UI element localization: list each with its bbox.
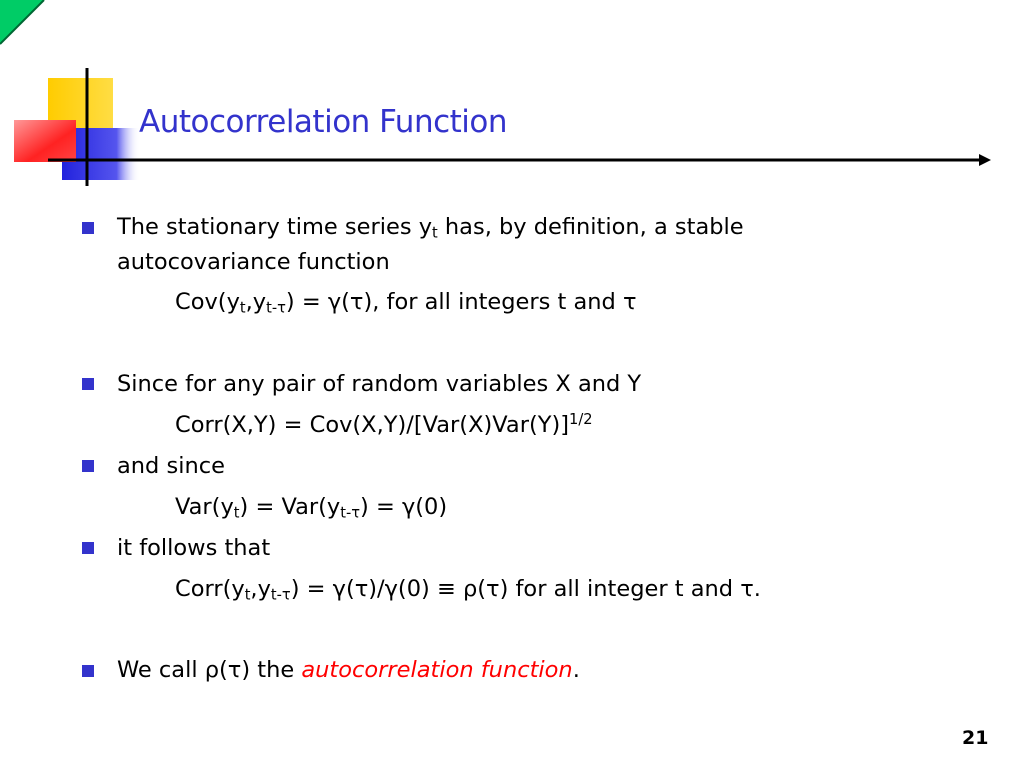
formula-covariance: $Cov(y_t,y_{t-\tau}) = \gamma(\tau)$, for all integers t and τ [175, 289, 637, 317]
slide-title: Autocorrelation Function [139, 104, 508, 140]
formula-correlation: Corr(X,Y) = $Cov(X,Y)/[Var(X)Var(Y)]^{1/2}$ [175, 410, 593, 438]
bullet-line: We call ρ(τ) the autocorrelation function. [117, 657, 580, 683]
page-number: 21 [962, 727, 989, 749]
bullet-line: Since for any pair of random variables X and Y [117, 371, 642, 397]
bullet-line: it follows that [117, 535, 271, 561]
overlapping-squares-logo [0, 0, 160, 200]
bullet-line-continuation: autocovariance function [117, 249, 390, 275]
square-bullet-icon [82, 460, 94, 472]
square-bullet-icon [82, 665, 94, 677]
title-arrow-rule [48, 150, 993, 170]
bullet-line: The stationary time series $y_t$ has, by definition, a stable [117, 214, 744, 242]
square-bullet-icon [82, 542, 94, 554]
emphasis-term: autocorrelation function [301, 657, 573, 683]
formula-autocorrelation: $Corr(y_t,y_{t-\tau}) = \gamma(\tau)/\gamma(0) \equiv \rho(\tau)$ for all integer t and τ. [175, 576, 761, 604]
square-bullet-icon [82, 378, 94, 390]
formula-variance: $Var(y_t) = Var(y_{t-\tau}) = \gamma(0)$ [175, 494, 448, 522]
square-bullet-icon [82, 222, 94, 234]
bullet-line: and since [117, 453, 225, 479]
